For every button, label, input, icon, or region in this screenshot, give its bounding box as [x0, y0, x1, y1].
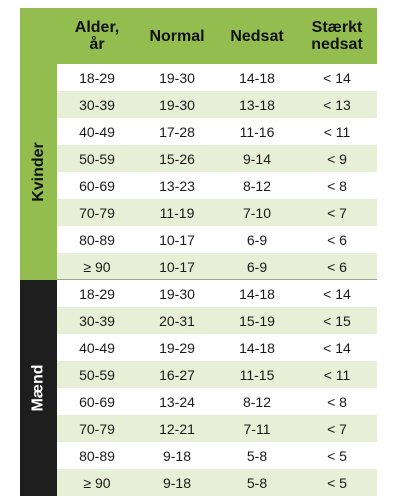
- table-row: [57, 226, 377, 253]
- cell-age: 80-89: [79, 447, 115, 464]
- cell-age: 30-39: [79, 312, 115, 329]
- cell-reduced: 13-18: [239, 96, 275, 113]
- header-reduced: Nedsat: [230, 27, 284, 45]
- cell-severely-reduced: < 11: [323, 366, 351, 383]
- cell-reduced: 5-8: [246, 474, 268, 491]
- cell-severely-reduced: < 5: [327, 474, 347, 491]
- cell-severely-reduced: < 5: [327, 447, 347, 464]
- cell-normal: 13-24: [159, 393, 195, 410]
- table-row: [57, 145, 377, 172]
- cell-normal: 20-31: [159, 312, 195, 329]
- group-label-men: [20, 280, 57, 496]
- cell-normal: 19-29: [159, 339, 195, 356]
- cell-severely-reduced: < 7: [327, 204, 347, 221]
- table-row: [57, 172, 377, 199]
- cell-normal: 17-28: [159, 123, 195, 140]
- group-label-women: [20, 64, 57, 280]
- cell-age: 50-59: [79, 150, 115, 167]
- cell-normal: 11-19: [159, 204, 195, 221]
- cell-reduced: 7-11: [243, 420, 271, 437]
- cell-severely-reduced: < 9: [327, 150, 347, 167]
- cell-reduced: 8-12: [242, 393, 272, 410]
- table-row: [57, 91, 377, 118]
- cell-normal: 9-18: [162, 447, 192, 464]
- cell-age: 30-39: [79, 96, 115, 113]
- table-row: [57, 469, 377, 496]
- cell-age: ≥ 90: [83, 474, 111, 491]
- table-row: [57, 253, 377, 280]
- cell-severely-reduced: < 6: [327, 231, 347, 248]
- cell-reduced: 5-8: [246, 447, 268, 464]
- cell-severely-reduced: < 11: [323, 123, 351, 140]
- cell-age: 50-59: [79, 366, 115, 383]
- table-row: [57, 64, 377, 91]
- cell-age: ≥ 90: [83, 258, 111, 275]
- cell-age: 70-79: [79, 204, 115, 221]
- table-row: [57, 280, 377, 307]
- table-row: [57, 415, 377, 442]
- cell-age: 60-69: [79, 393, 115, 410]
- table-row: [57, 442, 377, 469]
- cell-normal: 16-27: [159, 366, 195, 383]
- table-header: [20, 8, 377, 64]
- cell-age: 70-79: [79, 420, 115, 437]
- header-age: Alder, år: [74, 19, 120, 53]
- table-row: [57, 388, 377, 415]
- cell-severely-reduced: < 8: [327, 177, 347, 194]
- cell-severely-reduced: < 6: [327, 258, 347, 275]
- cell-reduced: 14-18: [239, 285, 275, 302]
- table-row: [57, 118, 377, 145]
- cell-normal: 19-30: [159, 96, 195, 113]
- cell-reduced: 7-10: [242, 204, 272, 221]
- cell-normal: 15-26: [159, 150, 195, 167]
- cell-age: 18-29: [79, 69, 115, 86]
- cell-reduced: 8-12: [242, 177, 272, 194]
- cell-normal: 19-30: [159, 69, 195, 86]
- cell-normal: 10-17: [159, 258, 195, 275]
- cell-reduced: 9-14: [242, 150, 272, 167]
- cell-reduced: 14-18: [239, 69, 275, 86]
- cell-normal: 9-18: [162, 474, 192, 491]
- table-row: [57, 334, 377, 361]
- group-label-text: Mænd: [29, 364, 47, 412]
- table-row: [57, 199, 377, 226]
- cell-severely-reduced: < 14: [323, 69, 351, 86]
- cell-reduced: 15-19: [239, 312, 275, 329]
- table-row: [57, 307, 377, 334]
- cell-reduced: 14-18: [239, 339, 275, 356]
- cell-normal: 12-21: [159, 420, 195, 437]
- cell-severely-reduced: < 7: [327, 420, 347, 437]
- cell-age: 60-69: [79, 177, 115, 194]
- cell-severely-reduced: < 14: [323, 339, 351, 356]
- cell-age: 80-89: [79, 231, 115, 248]
- cell-severely-reduced: < 13: [323, 96, 351, 113]
- cell-reduced: 6-9: [246, 258, 268, 275]
- cell-age: 18-29: [79, 285, 115, 302]
- cell-reduced: 11-16: [239, 123, 275, 140]
- cell-reduced: 11-15: [239, 366, 275, 383]
- cell-normal: 10-17: [159, 231, 195, 248]
- cell-normal: 19-30: [159, 285, 195, 302]
- cell-severely-reduced: < 8: [327, 393, 347, 410]
- cell-age: 40-49: [79, 339, 115, 356]
- cell-age: 40-49: [79, 123, 115, 140]
- table-row: [57, 361, 377, 388]
- cell-reduced: 6-9: [246, 231, 268, 248]
- cell-normal: 13-23: [159, 177, 195, 194]
- group-label-text: Kvinder: [29, 142, 47, 202]
- cell-severely-reduced: < 14: [323, 285, 351, 302]
- header-normal: Normal: [149, 27, 205, 45]
- cell-severely-reduced: < 15: [323, 312, 351, 329]
- header-severely-reduced: Stærkt nedsat: [311, 19, 363, 53]
